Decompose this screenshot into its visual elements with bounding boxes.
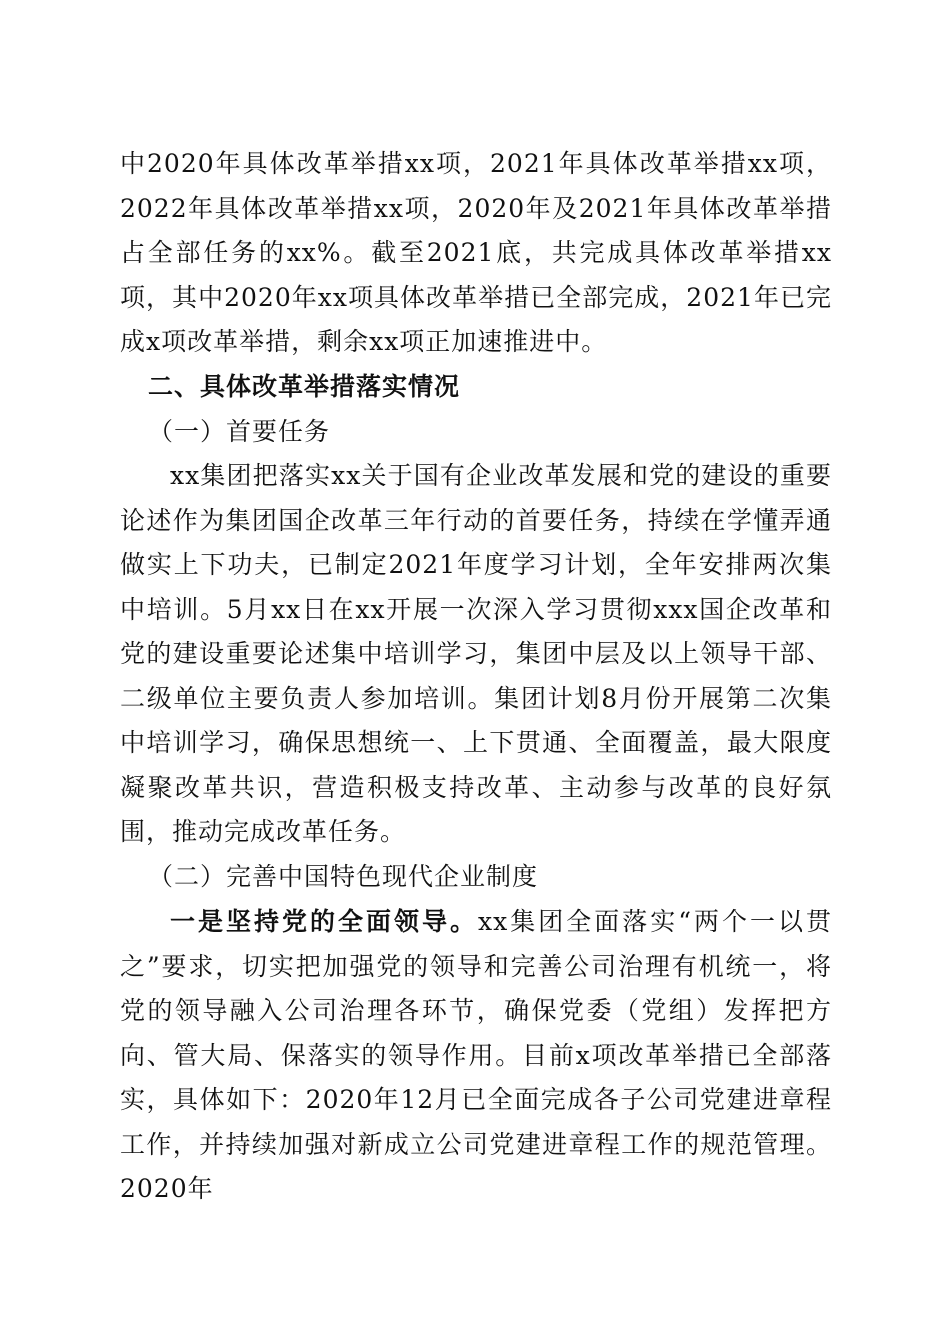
enterprise-system-paragraph	[120, 900, 832, 1212]
subsection-heading-enterprise-system: （二）完善中国特色现代企业制度	[148, 862, 539, 891]
intro-paragraph: 中2020年具体改革举措xx项，2021年具体改革举措xx项，2022年具体改革举措xx项，2020年及2021年具体改革举措占全部任务的xx%。截至2021底，共完成具体改革举措xx项，其中2020年xx项具体改革举措已全部完成，2021年已完成x项改革举措，剩余xx项正加速推进中。	[120, 149, 832, 356]
primary-task-paragraph: xx集团把落实xx关于国有企业改革发展和党的建设的重要论述作为集团国企改革三年行动的首要任务，持续在学懂弄通做实上下功夫，已制定2021年度学习计划，全年安排两次集中培训。5月xx日在xx开展一次深入学习贯彻xxx国企改革和党的建设重要论述集中培训学习，集团中层及以上领导干部、二级单位主要负责人参加培训。集团计划8月份开展第二次集中培训学习，确保思想统一、上下贯通、全面覆盖，最大限度凝聚改革共识，营造积极支持改革、主动参与改革的良好氛围，推动完成改革任务。	[120, 461, 832, 846]
paragraph-lead-phrase: 一是坚持党的全面领导。	[170, 907, 479, 936]
subsection-heading-primary-task: （一）首要任务	[148, 417, 331, 446]
paragraph-body-text: xx集团全面落实“两个一以贯之”要求，切实把加强党的领导和完善公司治理有机统一，将党的领导融入公司治理各环节，确保党委（党组）发挥把方向、管大局、保落实的领导作用。目前x项改革举措已全部落实，具体如下：2020年12月已全面完成各子公司党建进章程工作，并持续加强对新成立公司党建进章程工作的规范管理。2020年	[120, 907, 832, 1203]
section-heading: 二、具体改革举措落实情况	[148, 372, 461, 401]
